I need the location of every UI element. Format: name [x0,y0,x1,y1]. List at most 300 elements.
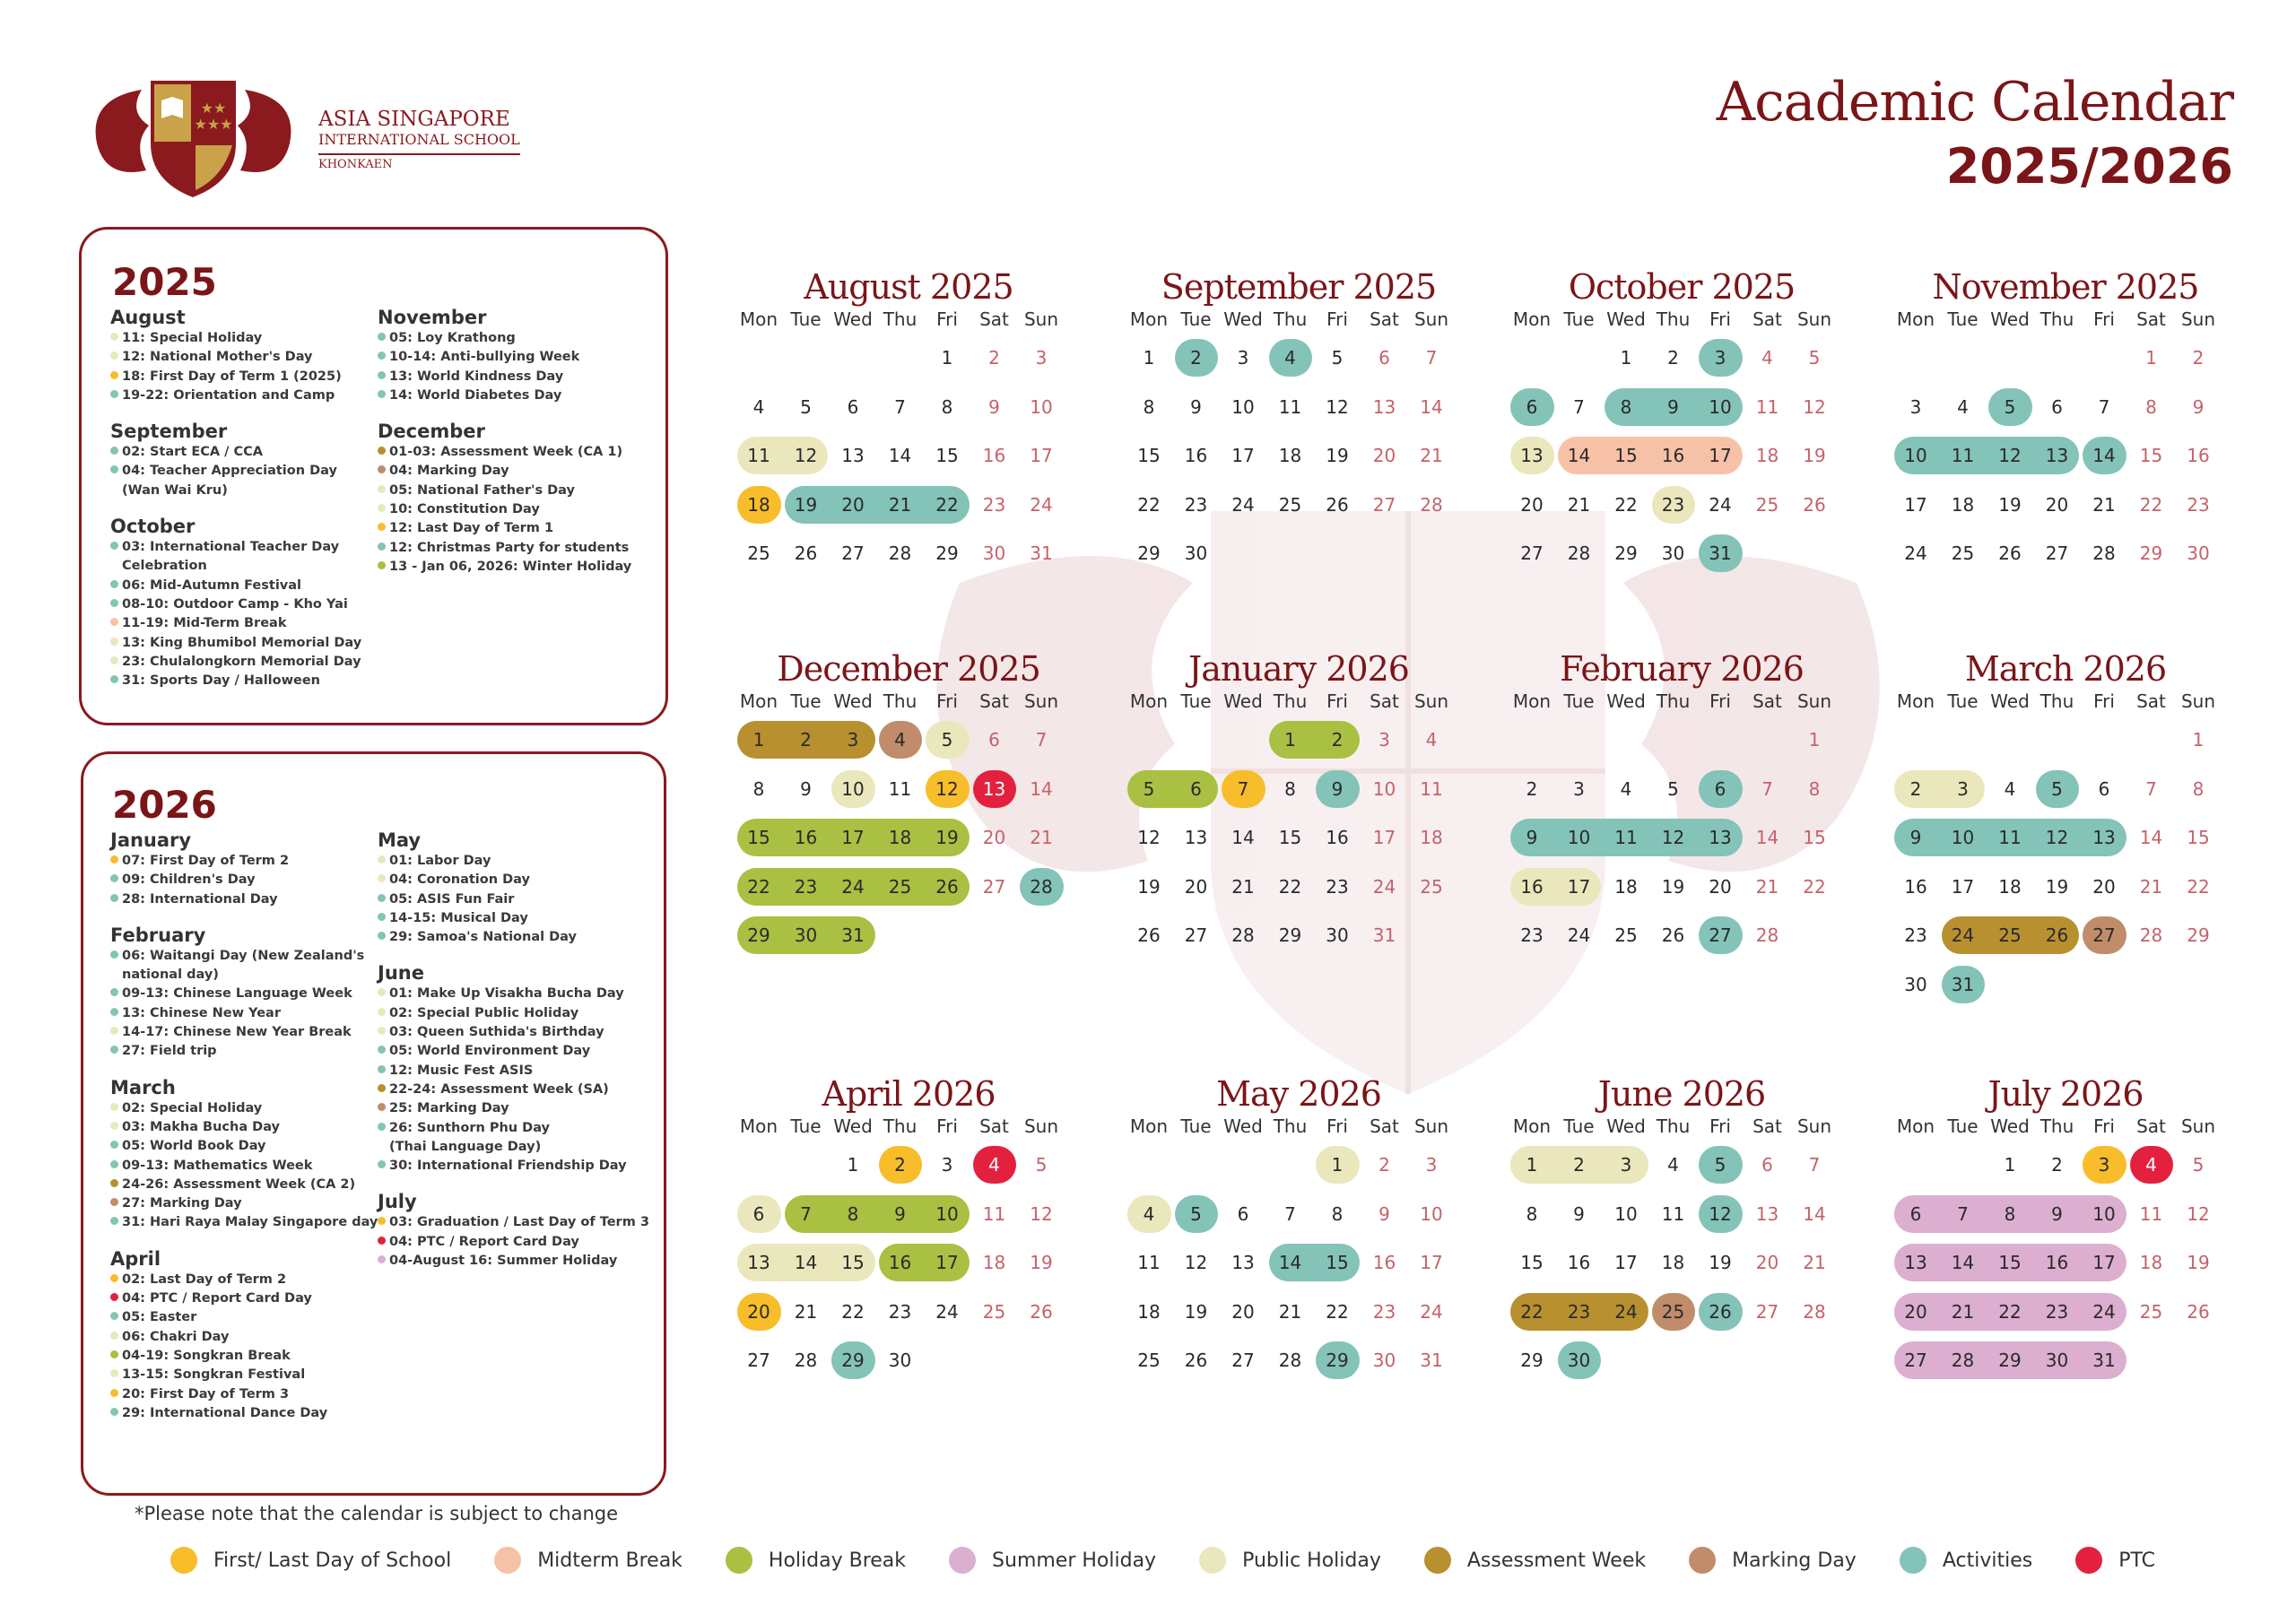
day-cell: 28 [1030,875,1053,898]
event-text: 03: Makha Bucha Day [122,1119,280,1134]
event-color-dot [378,894,386,902]
day-cell: 23 [1661,493,1685,516]
event-item [110,871,378,890]
day-cell: 19 [1998,493,2022,516]
day-cell: 4 [1143,1202,1155,1225]
day-cell: 15 [1520,1252,1544,1273]
weekday-label: Mon [1512,1115,1552,1137]
event-month-group [110,1076,378,1233]
day-cell: 10 [1709,395,1732,418]
legend-item [1689,1547,1857,1574]
day-cell: 28 [794,1350,818,1371]
day-cell: 10 [1420,1202,1443,1225]
legend-item [1900,1547,2032,1574]
day-cell: 19 [1661,875,1685,898]
day-cell: 8 [2145,395,2157,418]
day-cell: 18 [1998,875,2022,898]
event-text: 27: Field trip [122,1044,217,1059]
day-cell: 31 [2092,1350,2116,1371]
legend [170,1547,2198,1574]
weekday-label: Fri [2093,1115,2115,1137]
weekday-label: Wed [1606,308,1646,330]
event-text: 04: Marking Day [389,464,509,479]
event-text: 04: Coronation Day [389,872,530,888]
day-cell: 1 [1526,1154,1538,1176]
page-title [1717,70,2233,199]
day-cell: 22 [2187,875,2210,898]
day-cell: 9 [1573,1202,1585,1225]
weekday-label: Sun [1796,308,1832,330]
legend-label: First/ Last Day of School [213,1549,452,1572]
month-title: October 2025 [1568,267,1796,307]
day-cell: 26 [1326,493,1349,516]
day-cell: 5 [2192,1154,2205,1176]
event-item [378,558,631,577]
event-text: national day) [122,968,219,983]
weekday-label: Tue [1180,1115,1212,1137]
day-cell: 17 [935,1252,959,1273]
day-cell: 18 [1137,1300,1161,1323]
weekday-label: Sat [1370,1115,1399,1137]
event-color-dot [378,542,386,551]
event-text: 13: King Bhumibol Memorial Day [122,635,362,650]
day-cell: 26 [1803,493,1826,516]
day-cell: 4 [1425,729,1438,751]
day-cell: 6 [2051,395,2063,418]
weekday-label: Tue [1180,690,1212,712]
event-color-dot [110,1350,118,1358]
legend-label: PTC [2118,1549,2155,1572]
day-cell: 22 [1326,1300,1349,1323]
event-text: 05: World Environment Day [389,1044,591,1059]
weekday-label: Tue [1947,690,1979,712]
day-cell: 11 [1998,827,2022,848]
day-cell: 5 [2004,395,2016,418]
day-cell: 2 [988,347,1000,369]
event-text: 05: World Book Day [122,1139,266,1154]
day-cell: 7 [1808,1154,1821,1176]
event-month-name: November [378,307,487,328]
day-cell: 18 [1614,875,1638,898]
event-item [110,634,361,653]
event-text: 03: International Teacher Day [122,540,340,555]
day-cell: 30 [1661,542,1685,564]
day-cell: 2 [894,1154,906,1176]
day-cell: 11 [1137,1252,1161,1273]
day-cell: 10 [1904,445,1927,466]
event-color-dot [378,333,386,341]
day-cell: 31 [1030,542,1053,564]
day-cell: 10 [1231,395,1255,418]
day-cell: 5 [941,729,953,751]
day-cell: 13 [982,777,1006,800]
day-cell: 6 [1909,1202,1922,1225]
day-cell: 26 [1998,542,2022,564]
day-cell: 29 [1326,1350,1349,1371]
weekday-label: Wed [1990,690,2030,712]
event-item [110,1308,378,1327]
month-title: January 2026 [1188,649,1409,689]
weekday-label: Sat [979,690,1009,712]
event-item [110,386,361,405]
month-april-2026 [735,1072,1082,1436]
weekday-header [735,308,1082,335]
weekday-label: Mon [1129,690,1169,712]
day-cell: 14 [1567,445,1591,466]
legend-swatch [170,1547,197,1574]
day-cell: 18 [1951,493,1975,516]
day-cell: 26 [935,875,959,898]
event-item [378,539,631,558]
weekday-label: Mon [1896,1115,1935,1137]
day-cell: 7 [1761,777,1773,800]
weekday-label: Sun [1796,1115,1832,1137]
day-cell: 25 [982,1300,1006,1323]
month-title: April 2026 [822,1074,996,1114]
day-cell: 20 [1904,1300,1927,1323]
day-cell: 4 [2004,777,2016,800]
event-item [378,852,649,871]
weekday-label: Sun [1796,690,1832,712]
weekday-label: Fri [1326,1115,1348,1137]
day-cell: 16 [1326,827,1349,848]
day-cell: 20 [2045,493,2069,516]
event-text: 04-August 16: Summer Holiday [389,1254,618,1269]
day-cell: 27 [747,1350,770,1371]
legend-label: Marking Day [1732,1549,1857,1572]
day-cell: 9 [1667,395,1679,418]
day-cell: 8 [2004,1202,2016,1225]
day-cell: 15 [747,827,770,848]
events-column-2 [378,829,649,1285]
day-cell: 20 [2092,875,2116,898]
weekday-label: Wed [1223,690,1263,712]
weekday-label: Sat [2136,690,2166,712]
day-cell: 1 [941,347,953,369]
day-cell: 21 [888,493,912,516]
day-cell: 21 [1951,1300,1975,1323]
month-june-2026 [1509,1072,1855,1436]
school-crest-logo [79,72,308,199]
day-cell: 5 [1190,1202,1202,1225]
event-item [110,966,378,985]
event-item [378,500,631,519]
event-color-dot [110,1027,118,1035]
event-color-dot [378,352,386,360]
day-cell: 11 [1661,1202,1685,1225]
weekday-label: Thu [1656,1115,1691,1137]
legend-label: Summer Holiday [992,1549,1157,1572]
event-text: 10: Constitution Day [389,502,540,517]
day-cell: 6 [1237,1202,1249,1225]
day-cell: 15 [935,445,959,466]
day-cell: 14 [1951,1252,1975,1273]
day-cell: 19 [1030,1252,1053,1273]
day-cell: 2 [2051,1154,2063,1176]
weekday-label: Mon [1512,690,1552,712]
event-item [110,1289,378,1308]
day-cell: 11 [747,445,770,466]
weekday-label: Fri [936,308,958,330]
day-cell: 1 [1620,347,1632,369]
day-cell: 1 [1331,1154,1344,1176]
event-text: 01-03: Assessment Week (CA 1) [389,445,623,460]
event-color-dot [110,894,118,902]
day-cell: 7 [1573,395,1585,418]
weekday-label: Sun [2180,690,2216,712]
day-cell: 20 [841,493,865,516]
legend-item [494,1547,683,1574]
day-cell: 30 [888,1350,912,1371]
weekday-label: Tue [1563,690,1595,712]
day-cell: 6 [1761,1154,1773,1176]
event-text: 04: Teacher Appreciation Day [122,464,337,479]
event-color-dot [110,1408,118,1416]
event-text: 02: Start ECA / CCA [122,445,263,460]
event-text: 18: First Day of Term 1 (2025) [122,369,342,384]
day-cell: 13 [2045,445,2069,466]
event-text: 25: Marking Day [389,1101,509,1116]
day-cell: 17 [1372,827,1396,848]
day-cell: 12 [1803,395,1826,418]
day-cell: 2 [1667,347,1679,369]
day-cell: 21 [2139,875,2163,898]
event-month-name: September [110,421,228,443]
weekday-label: Fri [2093,308,2115,330]
day-cell: 16 [2187,445,2210,466]
day-cell: 20 [1231,1300,1255,1323]
day-cell: 4 [1284,347,1296,369]
day-cell: 16 [888,1252,912,1273]
day-cell: 13 [1184,827,1208,848]
event-color-dot [378,1217,386,1225]
day-cell: 24 [1904,542,1927,564]
event-item [110,538,361,557]
weekday-label: Tue [1947,1115,1979,1137]
day-cell: 10 [1614,1202,1638,1225]
event-color-dot [110,1389,118,1397]
day-cell: 3 [1035,347,1048,369]
event-item [378,386,631,405]
day-cell: 13 [1372,395,1396,418]
day-cell: 5 [800,395,812,418]
legend-swatch [726,1547,752,1574]
weekday-label: Wed [833,308,873,330]
day-cell: 6 [988,729,1000,751]
event-text: 11: Special Holiday [122,331,263,345]
day-cell: 9 [1378,1202,1390,1225]
month-title: February 2026 [1560,649,1804,689]
legend-item [170,1547,451,1574]
event-month-name: July [378,1191,417,1213]
weekday-header [1892,690,2239,717]
day-cell: 8 [1331,1202,1344,1225]
day-cell: 3 [941,1154,953,1176]
weekday-label: Mon [739,1115,778,1137]
weekday-label: Fri [1326,308,1348,330]
weekday-label: Fri [936,690,958,712]
day-cell: 28 [1567,542,1591,564]
day-cell: 31 [1372,924,1396,946]
weekday-label: Thu [1656,690,1691,712]
event-text: 29: Samoa's National Day [389,930,577,945]
legend-swatch [1199,1547,1226,1574]
event-text: 05: Loy Krathong [389,331,516,345]
event-text: 06: Waitangi Day (New Zealand's [122,948,365,963]
events-column-1 [110,829,378,1437]
event-item [378,482,631,500]
event-month-name: December [378,421,485,443]
event-text: (Wan Wai Kru) [122,482,228,498]
day-cell: 4 [894,729,906,751]
day-cell: 3 [1957,777,1969,800]
day-cell: 13 [1231,1252,1255,1273]
event-color-dot [110,1293,118,1301]
day-cell: 25 [747,542,770,564]
weekday-header [1892,308,2239,335]
day-cell: 10 [2092,1202,2116,1225]
day-cell: 23 [982,493,1006,516]
event-color-dot [110,950,118,959]
day-cell: 30 [794,924,818,946]
day-cell: 18 [982,1252,1006,1273]
day-cell: 21 [794,1300,818,1323]
day-cell: 27 [841,542,865,564]
day-cell: 2 [1331,729,1344,751]
day-cell: 17 [1030,445,1053,466]
day-cell: 17 [1231,445,1255,466]
event-month-group [110,829,378,909]
day-cell: 21 [1567,493,1591,516]
day-cell: 31 [1709,542,1732,564]
event-color-dot [110,1008,118,1016]
events-panel-2025 [79,227,668,725]
day-cell: 20 [1372,445,1396,466]
day-cell: 14 [794,1252,818,1273]
day-cell: 27 [1520,542,1544,564]
day-cell: 26 [2187,1300,2210,1323]
day-cell: 2 [800,729,812,751]
weekday-label: Sat [1752,1115,1782,1137]
legend-label: Assessment Week [1466,1549,1647,1572]
event-text: 02: Special Public Holiday [389,1005,579,1020]
day-cell: 20 [1709,875,1732,898]
event-item [110,1385,378,1404]
event-text: 12: National Mother's Day [122,350,313,365]
day-cell: 30 [2187,542,2210,564]
weekday-label: Sat [1370,690,1399,712]
day-cell: 9 [894,1202,906,1225]
day-cell: 29 [1614,542,1638,564]
day-cell: 17 [1709,445,1732,466]
event-color-dot [110,638,118,646]
event-item [110,595,361,614]
day-cell: 23 [888,1300,912,1323]
event-text: 19-22: Orientation and Camp [122,387,335,403]
day-cell: 30 [1904,973,1927,995]
weekday-label: Fri [1709,1115,1731,1137]
legend-item [726,1547,906,1574]
day-cell: 26 [794,542,818,564]
day-grid [735,717,1082,1011]
events-panel-2026 [81,751,666,1496]
day-cell: 6 [1526,395,1538,418]
day-cell: 20 [1520,493,1544,516]
weekday-header [1126,1115,1472,1142]
day-cell: 31 [841,924,865,946]
event-text: 11-19: Mid-Term Break [122,616,287,631]
event-text: 13: Chinese New Year [122,1005,281,1020]
event-color-dot [110,656,118,664]
day-cell: 29 [841,1350,865,1371]
event-item [378,1119,649,1138]
day-grid [1892,335,2239,629]
event-color-dot [378,447,386,455]
event-color-dot [378,504,386,512]
day-cell: 27 [1231,1350,1255,1371]
day-cell: 24 [1709,493,1732,516]
event-color-dot [110,599,118,607]
event-color-dot [110,855,118,864]
weekday-label: Sun [1413,690,1449,712]
weekday-label: Fri [2093,690,2115,712]
month-title: March 2026 [1964,649,2167,689]
day-cell: 5 [1331,347,1344,369]
day-cell: 13 [1904,1252,1927,1273]
event-month-group [110,924,378,1062]
weekday-label: Tue [1563,308,1595,330]
event-item [110,1157,378,1176]
day-cell: 18 [1755,445,1779,466]
event-color-dot [378,988,386,996]
day-cell: 6 [847,395,859,418]
event-text: Celebration [122,559,207,574]
day-cell: 8 [2192,777,2205,800]
event-item [110,368,361,386]
weekday-label: Mon [739,690,778,712]
day-cell: 7 [1957,1202,1969,1225]
month-title: July 2026 [1987,1074,2144,1114]
event-item [110,1118,378,1137]
event-text: 23: Chulalongkorn Memorial Day [122,654,361,669]
day-cell: 12 [1326,395,1349,418]
event-text: 06: Mid-Autumn Festival [122,577,301,593]
day-cell: 12 [2187,1202,2210,1225]
weekday-label: Thu [2039,1115,2074,1137]
day-cell: 9 [988,395,1000,418]
day-cell: 1 [2145,347,2157,369]
day-cell: 2 [1526,777,1538,800]
day-cell: 22 [841,1300,865,1323]
day-cell: 30 [1326,924,1349,946]
event-item [110,1137,378,1156]
legend-label: Midterm Break [537,1549,683,1572]
event-month-group [378,306,631,405]
event-text: 12: Music Fest ASIS [389,1063,534,1078]
weekday-label: Mon [1129,308,1169,330]
day-cell: 1 [847,1154,859,1176]
day-cell: 28 [1231,924,1255,946]
day-cell: 4 [1761,347,1773,369]
event-item [378,1213,649,1232]
month-title: June 2026 [1597,1074,1766,1114]
event-color-dot [110,1122,118,1130]
event-month-name: June [378,962,424,985]
day-cell: 7 [800,1202,812,1225]
day-cell: 23 [1184,493,1208,516]
day-cell: 12 [1184,1252,1208,1273]
event-month-group [110,1247,378,1423]
